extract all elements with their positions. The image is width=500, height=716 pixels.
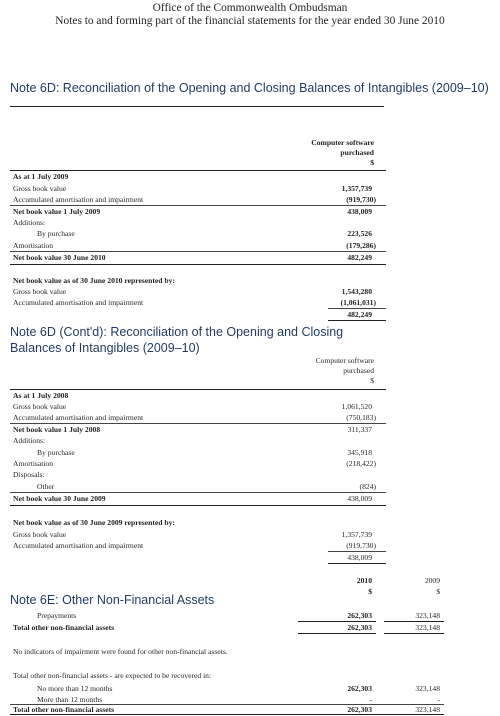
- table-row-value-2010: -: [369, 695, 372, 704]
- table-row-label: Additions:: [13, 436, 46, 445]
- table-row-label: Gross book value: [13, 184, 67, 193]
- note-6d-cont-header-rule: [10, 389, 386, 390]
- col-head-2010: 2010: [356, 576, 372, 585]
- table-row-label: Disposals:: [13, 470, 45, 479]
- table-row-value-2009: -: [437, 695, 440, 704]
- table-row-label: By purchase: [37, 229, 75, 238]
- table-row-label: Other: [37, 482, 55, 491]
- table-row-value: (824): [359, 482, 376, 491]
- table-row-label: As at 1 July 2008: [13, 391, 69, 400]
- table-row-value: 482,249: [347, 253, 372, 262]
- table-row-label: Net book value 30 June 2009: [13, 494, 106, 503]
- table-row-label: More than 12 months: [37, 695, 103, 704]
- table-row-label: Net book value as of 30 June 2010 represented by:: [13, 276, 175, 285]
- note-6d-cont-title-line1: Note 6D (Cont'd): Reconciliation of the Opening and Closing: [10, 325, 344, 339]
- recovered-intro: Total other non-financial assets - are expected to be recovered in:: [13, 671, 212, 680]
- note-6d-title: Note 6D: Reconciliation of the Opening and Closing Balances of Intangibles (2009–10): [10, 81, 489, 95]
- table-row-value-2010: 262,303: [347, 623, 372, 632]
- table-row-label: Accumulated amortisation and impairment: [13, 541, 144, 550]
- note-6d-title-rule: [10, 106, 384, 107]
- row-rule: [10, 251, 386, 252]
- table-row-value: 438,009: [347, 553, 372, 562]
- table-row-value: 482,249: [347, 310, 372, 319]
- table-row-label: As at 1 July 2009: [13, 172, 69, 181]
- col-unit-2009: $: [436, 587, 440, 596]
- row-rule: [328, 563, 386, 564]
- table-row-label: Total other non-financial assets: [13, 705, 115, 714]
- table-row-value: 438,009: [347, 494, 372, 503]
- table-row-value: (919,730): [346, 541, 376, 550]
- table-row-label: Net book value 1 July 2008: [13, 425, 101, 434]
- col-head-unit: $: [370, 376, 374, 385]
- table-row-value: 1,357,739: [341, 184, 372, 193]
- row-rule: [10, 205, 386, 206]
- note-6e-title: Note 6E: Other Non-Financial Assets: [10, 593, 215, 607]
- table-row-value: 311,337: [347, 425, 372, 434]
- table-row-label: Total other non-financial assets: [13, 623, 115, 632]
- table-row-value: (179,286): [346, 241, 376, 250]
- col-head-line1: Computer software: [311, 138, 374, 147]
- table-row-label: Amortisation: [13, 241, 54, 250]
- table-row-value: (1,061,031): [340, 298, 376, 307]
- table-row-value-2009: 323,148: [415, 611, 440, 620]
- table-row-label: Net book value as of 30 June 2009 represented by:: [13, 518, 175, 527]
- table-row-value: 1,543,280: [341, 287, 372, 296]
- table-row-value: 438,009: [347, 207, 372, 216]
- table-row-value: 1,357,739: [341, 530, 372, 539]
- document-header-line1: Office of the Commonwealth Ombudsman: [152, 2, 348, 14]
- table-row-value: 1,061,520: [341, 402, 372, 411]
- row-rule: [384, 621, 444, 622]
- table-row-value-2009: 323,148: [415, 705, 440, 714]
- table-row-label: Gross book value: [13, 287, 67, 296]
- row-rule: [10, 492, 386, 493]
- row-rule: [10, 264, 386, 265]
- note-6d-header-rule: [10, 170, 386, 171]
- col-head-line1: Computer software: [315, 356, 374, 365]
- table-row-label: Additions:: [13, 218, 46, 227]
- table-row-value-2010: 262,303: [347, 705, 372, 714]
- table-row-value: (218,422): [346, 459, 376, 468]
- col-unit-2010: $: [368, 587, 372, 596]
- col-head-2009: 2009: [424, 576, 440, 585]
- note-6d-cont-col-head: [280, 356, 374, 386]
- table-row-label: Gross book value: [13, 402, 67, 411]
- impairment-note: No indicators of impairment were found for other non-financial assets.: [13, 647, 228, 656]
- row-rule: [10, 714, 444, 715]
- table-row-value-2010: 262,303: [347, 684, 372, 693]
- table-row-label: Net book value 30 June 2010: [13, 253, 106, 262]
- table-row-value-2010: 262,303: [347, 611, 372, 620]
- row-rule: [328, 308, 386, 309]
- row-rule: [328, 551, 386, 552]
- row-rule: [328, 320, 386, 321]
- table-row-value: 345,918: [347, 448, 372, 457]
- table-row-label: Gross book value: [13, 530, 67, 539]
- row-rule: [384, 633, 444, 634]
- table-row-value-2009: 323,148: [415, 684, 440, 693]
- table-row-label: Net book value 1 July 2009: [13, 207, 101, 216]
- col-head-unit: $: [370, 158, 374, 167]
- table-row-label: Accumulated amortisation and impairment: [13, 298, 144, 307]
- table-row-label: Amortisation: [13, 459, 54, 468]
- document-header-line2: Notes to and forming part of the financial statements for the year ended 30 June 2010: [55, 15, 445, 27]
- note-6d-cont-title-line2: Balances of Intangibles (2009–10): [10, 341, 200, 355]
- col-head-line2: purchased: [340, 148, 374, 157]
- table-row-value-2009: 323,148: [415, 623, 440, 632]
- table-row-label: By purchase: [37, 448, 75, 457]
- row-rule: [10, 423, 386, 424]
- table-row-value: (750,183): [346, 413, 376, 422]
- note-6d-col-head: [270, 138, 374, 168]
- row-rule: [298, 621, 376, 622]
- col-head-line2: purchased: [343, 366, 374, 375]
- table-row-label: No more than 12 months: [37, 684, 113, 693]
- table-row-value: 223,526: [347, 229, 372, 238]
- row-rule: [10, 505, 386, 506]
- table-row-label: Accumulated amortisation and impairment: [13, 195, 144, 204]
- table-row-value: (919,730): [346, 195, 376, 204]
- table-row-label: Accumulated amortisation and impairment: [13, 413, 144, 422]
- row-rule: [298, 633, 376, 634]
- table-row-label: Prepayments: [37, 611, 77, 620]
